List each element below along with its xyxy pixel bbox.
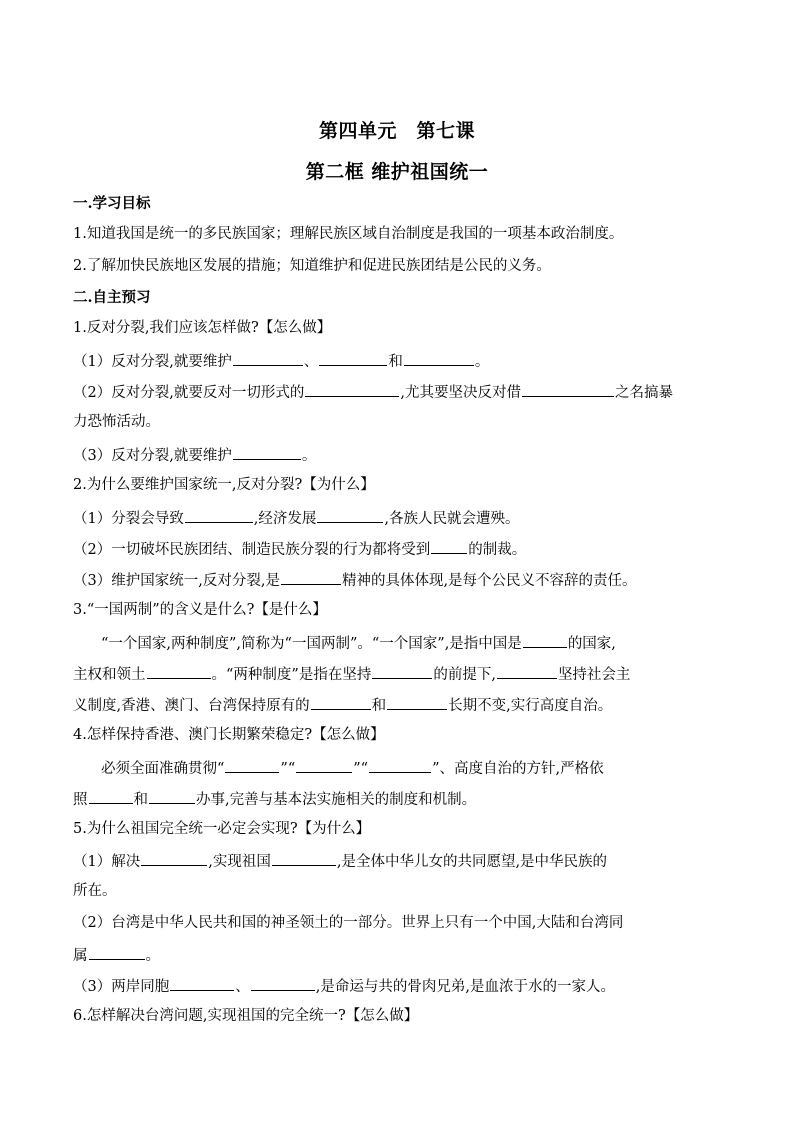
paragraph-line: 主权和领土 。“两种制度”是指在坚持 的前提下, 坚持社会主 xyxy=(73,663,630,685)
fill-blank[interactable] xyxy=(372,663,432,679)
answer-line: （3）维护国家统一,反对分裂,是 精神的具体体现,是每个公民义不容辞的责任。 xyxy=(73,569,637,591)
question-heading: 6.怎样解决台湾问题,实现祖国的完全统一?【怎么做】 xyxy=(73,1008,419,1024)
paragraph-line: 照 和 办事,完善与基本法实施相关的制度和机制。 xyxy=(73,788,476,810)
preview-heading: 二.自主预习 xyxy=(73,289,151,306)
fill-blank[interactable] xyxy=(233,350,303,366)
question-heading: 5.为什么祖国完全统一必定会实现?【为什么】 xyxy=(73,821,371,837)
question-heading: 3.“一国两制”的含义是什么?【是什么】 xyxy=(73,602,327,618)
fill-blank[interactable] xyxy=(225,757,279,773)
fill-blank[interactable] xyxy=(147,663,211,679)
fill-blank[interactable] xyxy=(404,350,474,366)
fill-blank[interactable] xyxy=(89,944,145,960)
paragraph-line: “一个国家,两种制度”,简称为“一国两制”。“一个国家”,是指中国是 的国家, xyxy=(101,632,616,654)
answer-line: （1）分裂会导致 ,经济发展 ,各族人民就会遭殃。 xyxy=(73,507,519,529)
answer-line: （3）反对分裂,就要维护 。 xyxy=(73,444,316,466)
question-heading: 1.反对分裂,我们应该怎样做?【怎么做】 xyxy=(73,320,332,336)
fill-blank[interactable] xyxy=(281,569,341,585)
fill-blank[interactable] xyxy=(497,663,557,679)
question-heading: 2.为什么要维护国家统一,反对分裂?【为什么】 xyxy=(73,477,375,493)
answer-line-continued: 所在。 xyxy=(73,883,117,899)
fill-blank[interactable] xyxy=(311,694,371,710)
goal-item: 1.知道我国是统一的多民族国家；理解民族区域自治制度是我国的一项基本政治制度。 xyxy=(73,226,624,242)
fill-blank[interactable] xyxy=(296,757,352,773)
section-subtitle: 第二框 维护祖国统一 xyxy=(305,161,489,183)
fill-blank[interactable] xyxy=(387,694,447,710)
answer-line: （2）反对分裂,就要反对一切形式的 ,尤其要坚决反对借 之名搞暴 xyxy=(73,381,673,403)
fill-blank[interactable] xyxy=(141,850,207,866)
fill-blank[interactable] xyxy=(149,788,195,804)
fill-blank[interactable] xyxy=(233,444,301,460)
fill-blank[interactable] xyxy=(251,975,315,991)
answer-line: （1）反对分裂,就要维护 、 和 。 xyxy=(73,350,489,372)
fill-blank[interactable] xyxy=(522,381,614,397)
answer-line: （3）两岸同胞 、 ,是命运与共的骨肉兄弟,是血浓于水的一家人。 xyxy=(73,975,615,997)
question-heading: 4.怎样保持香港、澳门长期繁荣稳定?【怎么做】 xyxy=(73,727,385,743)
fill-blank[interactable] xyxy=(431,538,467,554)
answer-line-continued: 力恐怖活动。 xyxy=(73,414,160,430)
fill-blank[interactable] xyxy=(305,381,399,397)
paragraph-line: 义制度,香港、澳门、台湾保持原有的 和 长期不变,实行高度自治。 xyxy=(73,694,612,716)
fill-blank[interactable] xyxy=(170,975,234,991)
fill-blank[interactable] xyxy=(185,507,253,523)
goal-item: 2.了解加快民族地区发展的措施；知道维护和促进民族团结是公民的义务。 xyxy=(73,258,551,274)
answer-line: （1）解决 ,实现祖国 ,是全体中华儿女的共同愿望,是中华民族的 xyxy=(73,850,607,872)
fill-blank[interactable] xyxy=(272,850,336,866)
fill-blank[interactable] xyxy=(319,350,387,366)
answer-line-continued: 属 。 xyxy=(73,944,160,966)
fill-blank[interactable] xyxy=(89,788,133,804)
fill-blank[interactable] xyxy=(369,757,431,773)
answer-line: （2）一切破坏民族团结、制造民族分裂的行为都将受到 的制裁。 xyxy=(73,538,526,560)
fill-blank[interactable] xyxy=(317,507,383,523)
paragraph-line: 必须全面准确贯彻“ ”“ ”“ ”、高度自治的方针,严格依 xyxy=(101,757,604,779)
goals-heading: 一.学习目标 xyxy=(73,195,151,212)
answer-line: （2）台湾是中华人民共和国的神圣领土的一部分。世界上只有一个中国,大陆和台湾同 xyxy=(73,915,624,931)
unit-lesson-title: 第四单元 第七课 xyxy=(318,120,475,142)
fill-blank[interactable] xyxy=(523,632,567,648)
